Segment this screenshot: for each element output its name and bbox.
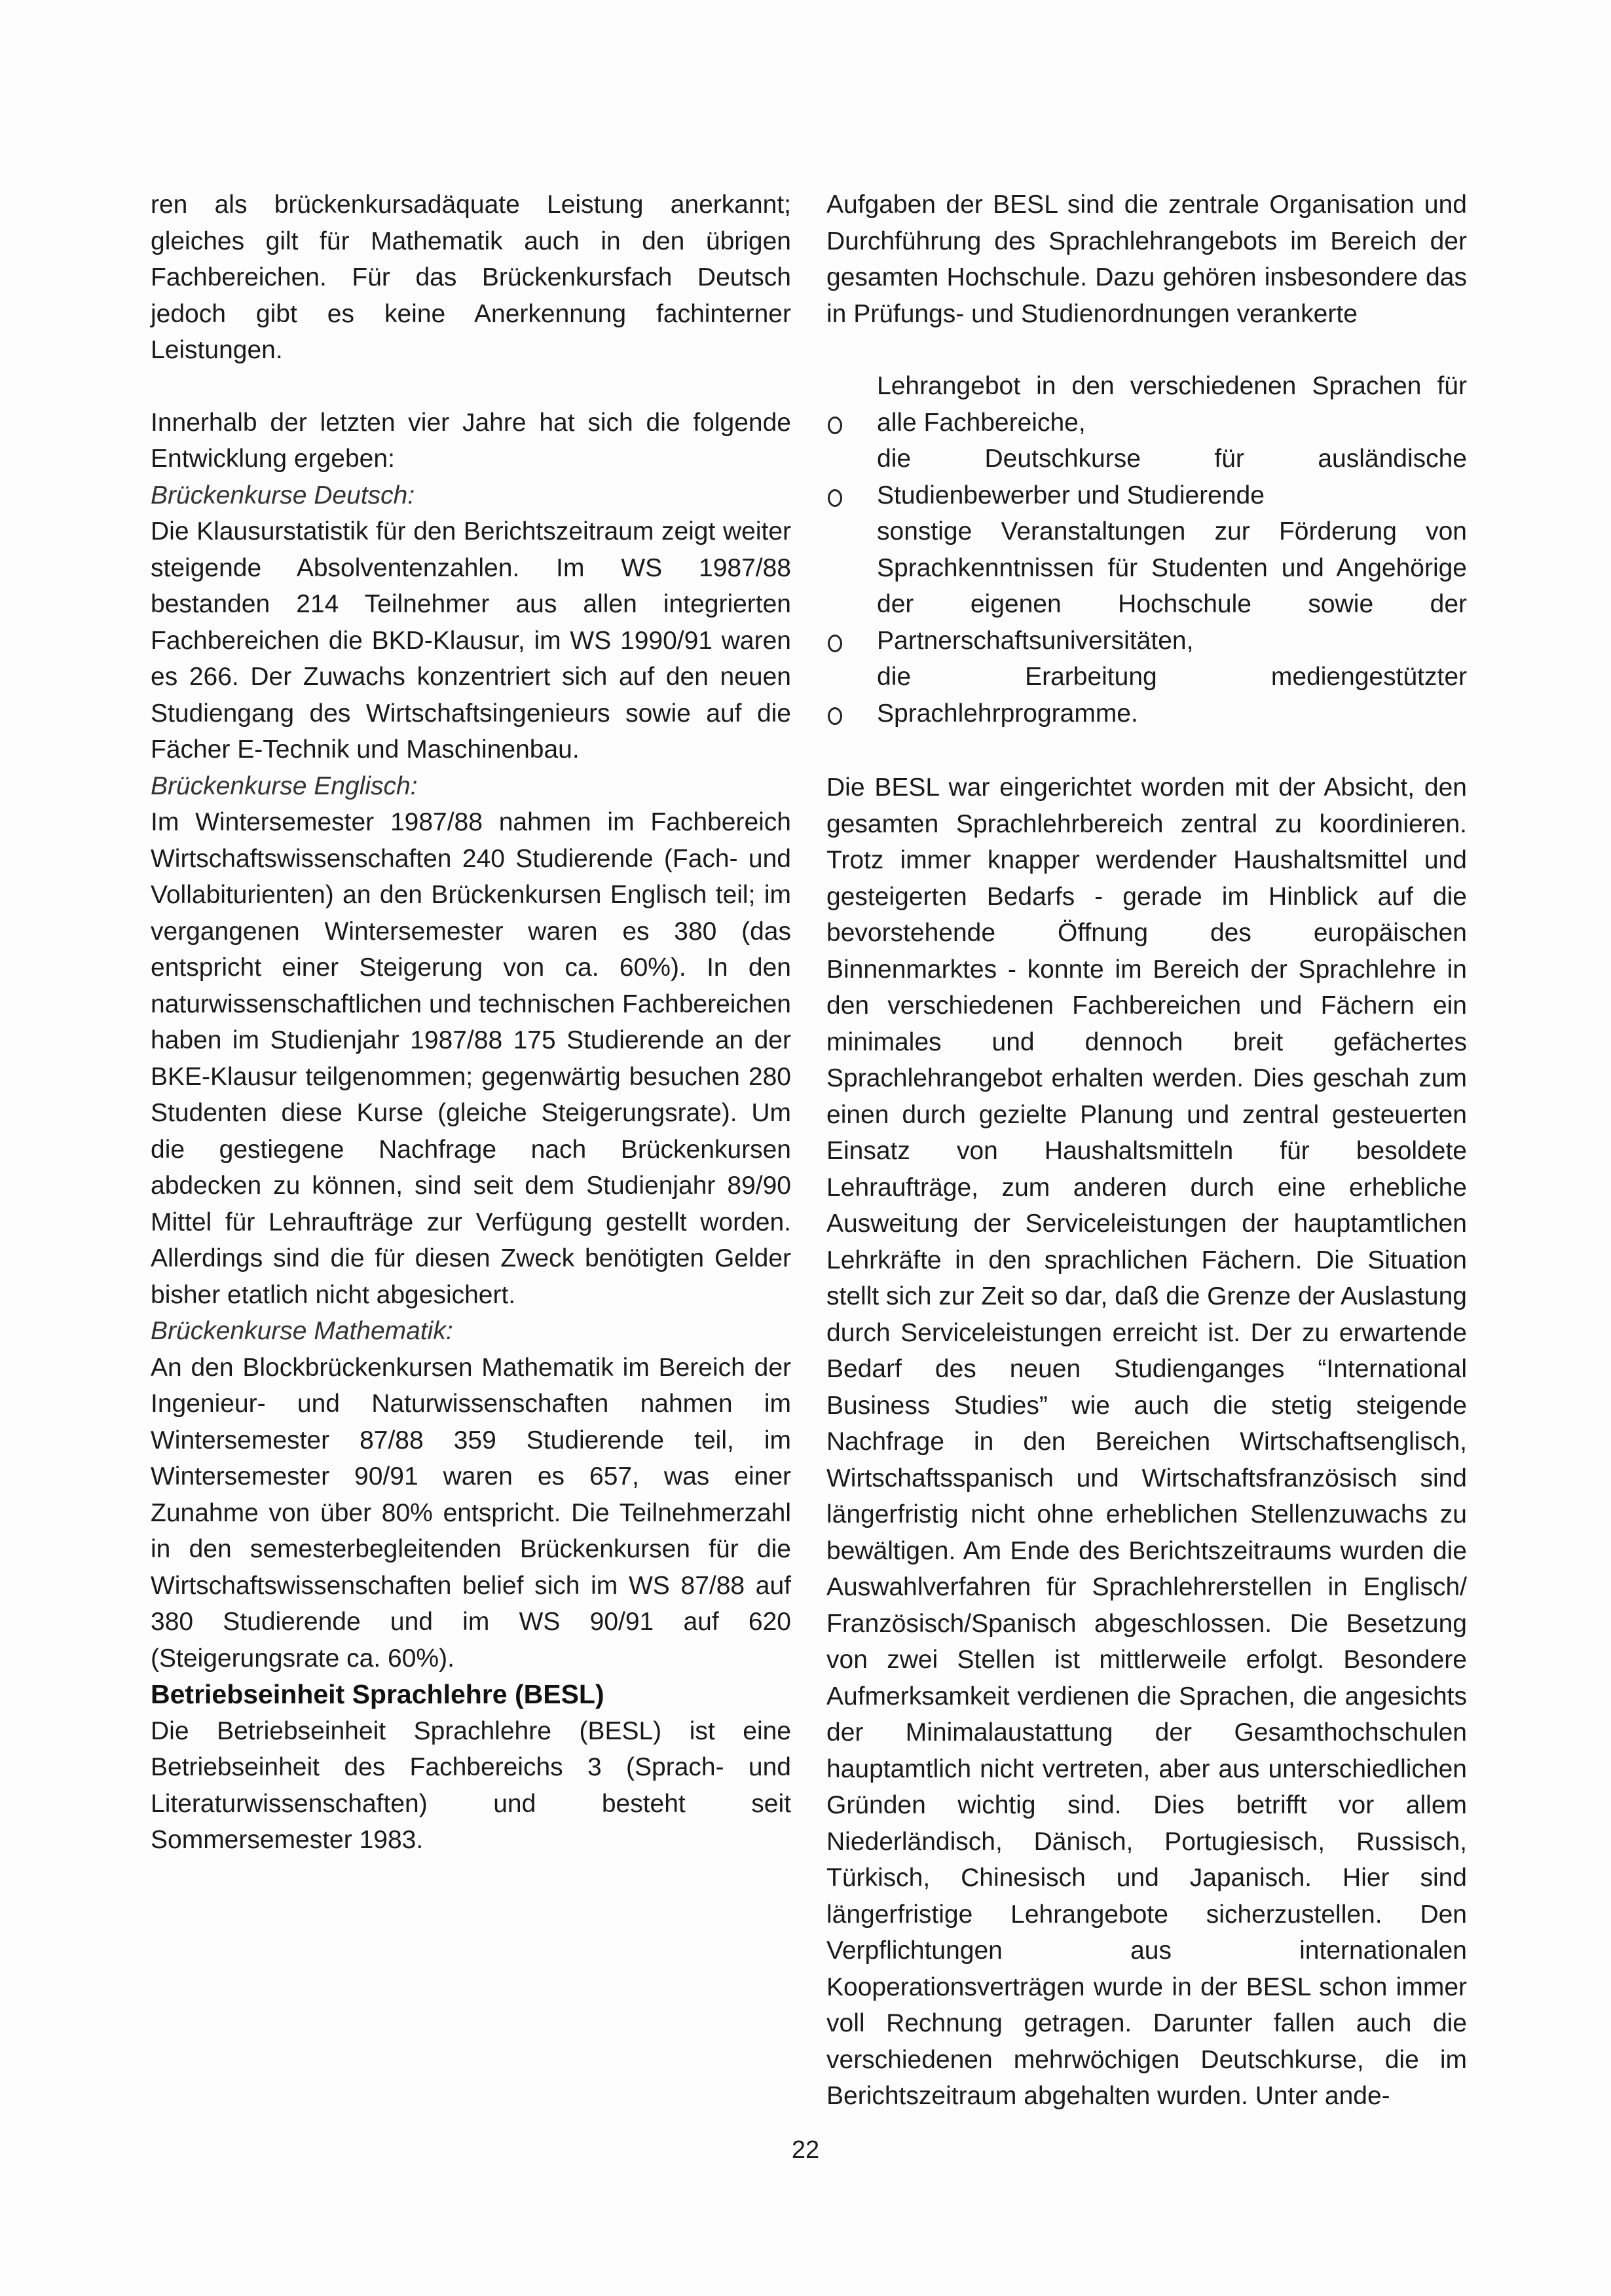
list-item — [826, 368, 1467, 441]
mathematik-subheading: Brückenkurse Mathematik: — [151, 1317, 453, 1345]
left-column — [151, 187, 791, 1859]
besl-heading: Betriebseinheit Sprachlehre (BESL) — [151, 1679, 604, 1709]
englisch-paragraph: Im Wintersemester 1987/88 nahmen im Fachbereich Wirtschaftswissenschaften 240 Studierende (Fach- und Vollabiturienten) an den Brückenkursen Englisch teil; im vergangenen Wintersemester waren es 380 (das entspricht einer Steigerung von ca. 60%). In den naturwissenschaftlichen und technischen Fachbereichen haben im Studienjahr 1987/88 175 Studierende an der BKE-Klausur teilgenommen; gegenwärtig besuchen 280 Studenten diese Kurse (gleiche Steigerungsrate). Um die gestiegene Nachfrage nach Brückenkursen abdecken zu können, sind seit dem Studienjahr 89/90 Mittel für Lehraufträge zur Verfügung gestellt worden. Allerdings sind die für diesen Zweck benötigten Gelder bisher etatlich nicht abgesichert. — [151, 808, 791, 1309]
tasks-intro-paragraph: Aufgaben der BESL sind die zentrale Organisation und Durchführung des Sprachlehrangebots im Bereich der gesamten Hochschule. Dazu gehören insbesondere das in Prüfungs- und Studienordnungen verankerte — [826, 191, 1467, 328]
tasks-list — [826, 368, 1467, 731]
circle-bullet-icon — [828, 635, 842, 652]
list-item — [826, 513, 1467, 659]
circle-bullet-icon — [828, 417, 842, 434]
right-column — [826, 187, 1467, 2115]
intro-paragraph: ren als brückenkursadäquate Leistung anerkannt; gleiches gilt für Mathematik auch in den übrigen Fachbereichen. Für das Brückenkursfach Deutsch jedoch gibt es keine Anerkennung fachinterner Leistungen. — [151, 191, 791, 364]
list-item-text: die Deutschkurse für ausländische Studienbewerber und Studierende — [877, 445, 1467, 509]
deutsch-paragraph: Die Klausurstatistik für den Berichtszeitraum zeigt weiter steigende Absolventenzahlen. Im WS 1987/88 bestanden 214 Teilnehmer aus allen integrierten Fachbereichen die BKD-Klausur, im WS 1990/91 waren es 266. Der Zuwachs konzentriert sich auf den neuen Studiengang des Wirtschaftsingenieurs sowie auf die Fächer E-Technik und Maschinenbau. — [151, 517, 791, 764]
list-item — [826, 659, 1467, 731]
list-item-text: Lehrangebot in den verschiedenen Sprachen für alle Fachbereiche, — [877, 372, 1467, 437]
list-item-text: sonstige Veranstaltungen zur Förderung von Sprachkenntnissen für Studenten und Angehörige der eigenen Hochschule sowie der Partnerschaftsuniversitäten, — [877, 517, 1467, 655]
circle-bullet-icon — [828, 489, 842, 507]
development-paragraph: Innerhalb der letzten vier Jahre hat sich die folgende Entwicklung ergeben: — [151, 408, 791, 473]
mathematik-paragraph: An den Blockbrückenkursen Mathematik im Bereich der Ingenieur- und Naturwissenschaften nahmen im Wintersemester 87/88 359 Studierende teil, im Wintersemester 90/91 waren es 657, was einer Zunahme von über 80% entspricht. Die Teilnehmerzahl in den semesterbegleitenden Brückenkursen für die Wirtschaftswissenschaften belief sich im WS 87/88 auf 380 Studierende und im WS 90/91 auf 620 (Steigerungsrate ca. 60%). — [151, 1353, 791, 1673]
englisch-subheading: Brückenkurse Englisch: — [151, 771, 418, 800]
besl-paragraph: Die Betriebseinheit Sprachlehre (BESL) ist eine Betriebseinheit des Fachbereichs 3 (Sprach- und Literaturwissenschaften) und besteht seit Sommersemester 1983. — [151, 1716, 791, 1854]
besl-main-paragraph: Die BESL war eingerichtet worden mit der Absicht, den gesamten Sprachlehrbereich zentral zu koordinieren. Trotz immer knapper werdender Haushaltsmittel und gesteigerten Bedarfs - gerade im Hinblick auf die bevorstehende Öffnung des europäischen Binnenmarktes - konnte im Bereich der Sprachlehre in den verschiedenen Fachbereichen und Fächern ein minimales und dennoch breit gefächertes Sprachlehrangebot erhalten werden. Dies geschah zum einen durch gezielte Planung und zentral gesteuerten Einsatz von Haushaltsmitteln für besoldete Lehraufträge, zum anderen durch eine erhebliche Ausweitung der Serviceleistungen der hauptamtlichen Lehrkräfte in den sprachlichen Fächern. Die Situation stellt sich zur Zeit so dar, daß die Grenze der Auslastung durch Serviceleistungen erreicht ist. Der zu erwartende Bedarf des neuen Studienganges “International Business Studies” wie auch die stetig steigende Nachfrage in den Bereichen Wirtschaftsenglisch, Wirtschaftsspanisch und Wirtschaftsfranzösisch sind längerfristig nicht ohne erheblichen Stellenzuwachs zu bewältigen. Am Ende des Berichtszeitraums wurden die Auswahlverfahren für Sprachlehrerstellen in Englisch/ Französisch/Spanisch abgeschlossen. Die Besetzung von zwei Stellen ist mittlerweile erfolgt. Besondere Aufmerksamkeit verdienen die Sprachen, die angesichts der Minimalaustattung der Gesamthochschulen hauptamtlich nicht vertreten, aber aus unterschiedlichen Gründen wichtig sind. Dies betrifft vor allem Niederländisch, Dänisch, Portugiesisch, Russisch, Türkisch, Chinesisch und Japanisch. Hier sind längerfristige Lehrangebote sicherzustellen. Den Verpflichtungen aus internationalen Kooperationsverträgen wurde in der BESL schon immer voll Rechnung getragen. Darunter fallen auch die verschiedenen mehrwöchigen Deutschkurse, die im Berichtszeitraum abgehalten wurden. Unter ande- — [826, 773, 1467, 2110]
deutsch-subheading: Brückenkurse Deutsch: — [151, 481, 415, 509]
circle-bullet-icon — [828, 707, 842, 725]
list-item-text: die Erarbeitung mediengestützter Sprachlehrprogramme. — [877, 663, 1467, 728]
list-item — [826, 441, 1467, 513]
page-number: 22 — [791, 2136, 820, 2164]
